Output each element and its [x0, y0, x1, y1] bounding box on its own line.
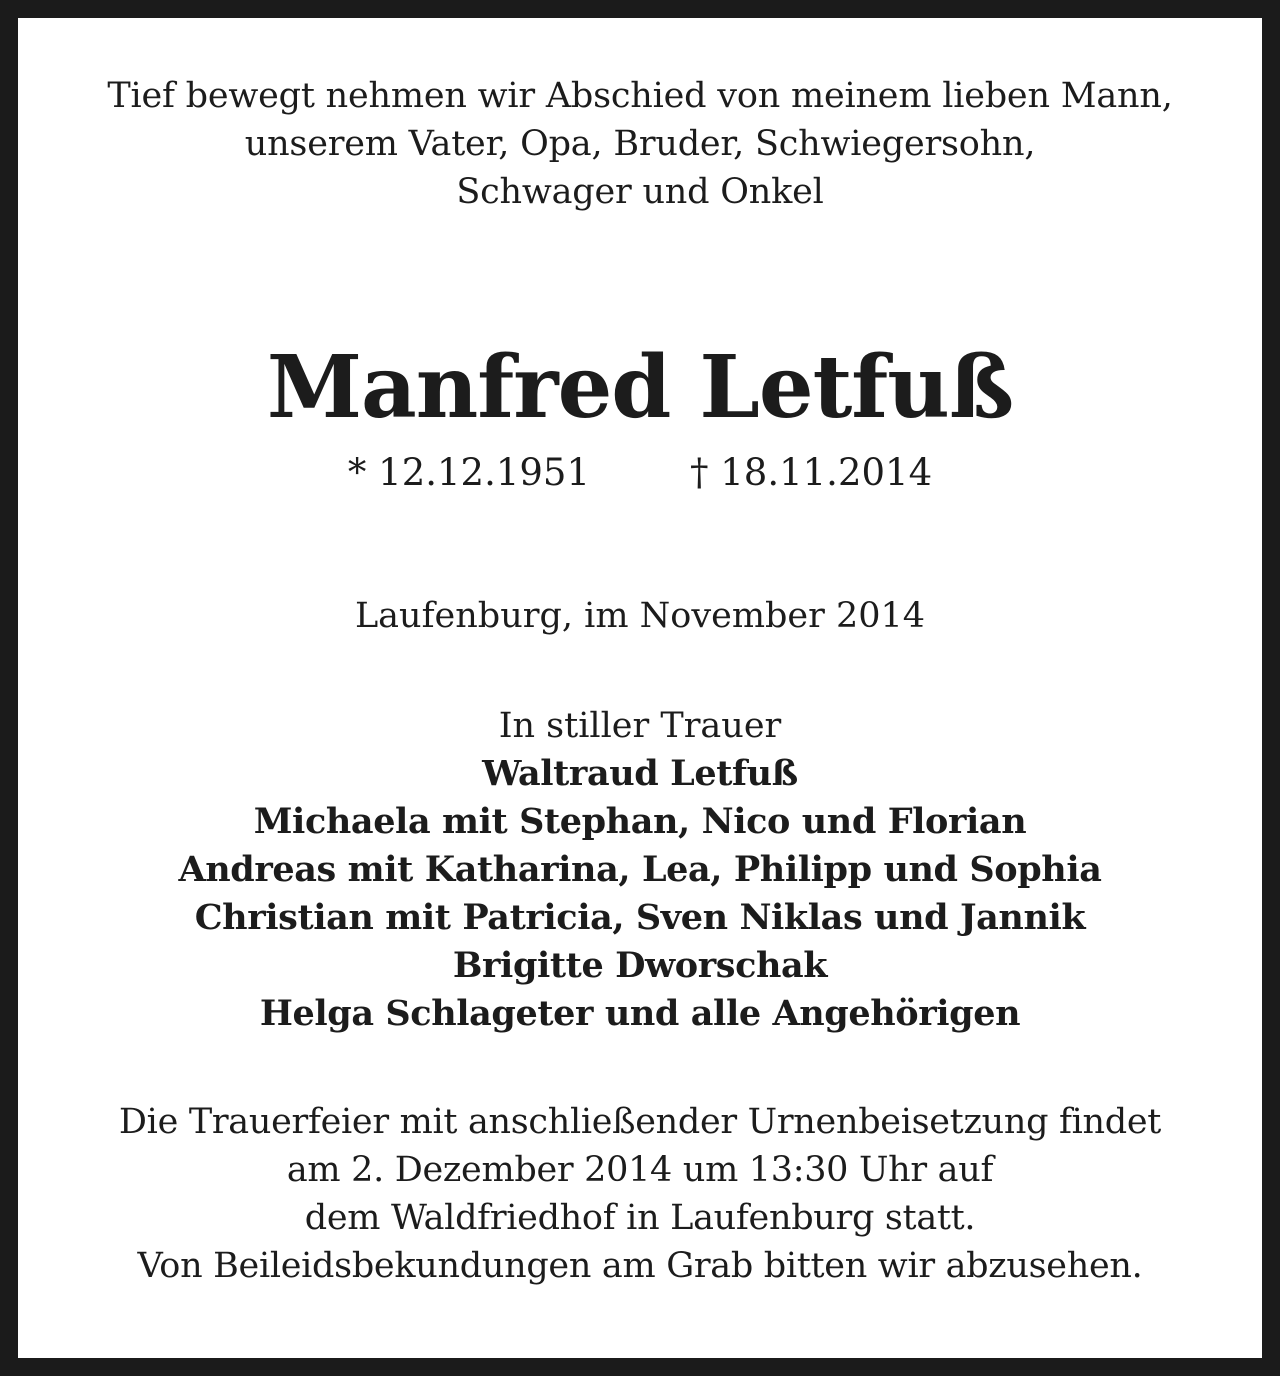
- death-date: † 18.11.2014: [690, 451, 933, 494]
- deceased-name: Manfred Letfuß: [266, 337, 1014, 438]
- intro-line-2: unserem Vater, Opa, Bruder, Schwiegersohn,: [244, 124, 1036, 164]
- mourner-line: Helga Schlageter und alle Angehörigen: [259, 993, 1021, 1034]
- intro-line-1: Tief bewegt nehmen wir Abschied von meinem lieben Mann,: [107, 76, 1173, 116]
- mourner-line: Christian mit Patricia, Sven Niklas und Jannik: [194, 897, 1086, 938]
- mourner-line: Waltraud Letfuß: [482, 753, 798, 794]
- ceremony-line-2: am 2. Dezember 2014 um 13:30 Uhr auf: [286, 1150, 994, 1190]
- birth-date: * 12.12.1951: [347, 451, 590, 494]
- mourner-line: Michaela mit Stephan, Nico und Florian: [253, 801, 1027, 842]
- mourner-line: Andreas mit Katharina, Lea, Philipp und Sophia: [178, 849, 1102, 890]
- mourning-heading: In stiller Trauer: [498, 706, 782, 746]
- mourner-line: Brigitte Dworschak: [452, 945, 828, 986]
- life-dates: [18, 448, 1262, 498]
- place-date-line: Laufenburg, im November 2014: [354, 596, 926, 636]
- intro-line-3: Schwager und Onkel: [456, 172, 824, 212]
- ceremony-line-1: Die Trauerfeier mit anschließender Urnenbeisetzung findet: [118, 1102, 1162, 1142]
- ceremony-line-3: dem Waldfriedhof in Laufenburg statt.: [304, 1198, 976, 1238]
- ceremony-line-4: Von Beileidsbekundungen am Grab bitten wir abzusehen.: [137, 1246, 1143, 1286]
